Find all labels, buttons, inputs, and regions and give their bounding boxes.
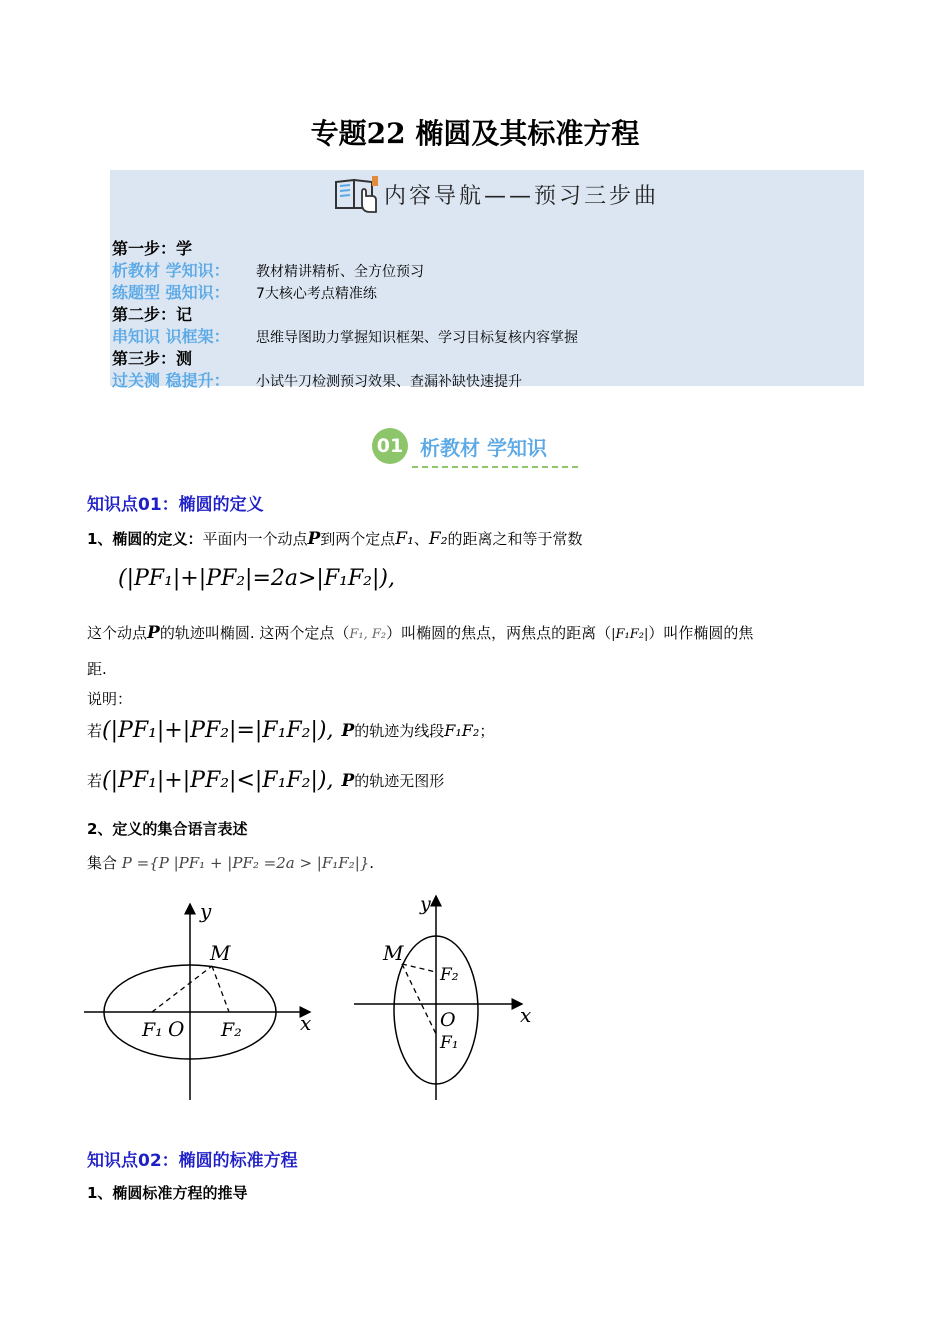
definition-text-b: 到两个定点 — [320, 530, 396, 548]
case-2-text: 的轨迹无图形 — [354, 772, 445, 790]
set-pre: 集合 — [87, 854, 118, 872]
trajectory-line — [87, 622, 753, 643]
set-language-title: 2、定义的集合语言表述 — [87, 820, 248, 838]
case-1-end: ； — [479, 722, 495, 740]
case-2 — [87, 768, 444, 793]
case-1-pre: 若 — [87, 722, 103, 740]
trajectory-text-a: 这个动点 — [87, 624, 148, 642]
point-p: P — [307, 529, 321, 549]
fig2-f1-label: F₁ — [440, 1033, 459, 1053]
fig1-y-label: y — [200, 899, 212, 923]
nav-row-2-text: 7大核心考点精准练 — [256, 286, 377, 302]
step-2: 第二步：记 — [112, 305, 193, 324]
case-1 — [87, 718, 494, 743]
page-title: 专题22 椭圆及其标准方程 — [310, 117, 640, 150]
nav-row-1-text: 教材精讲精析、全方位预习 — [256, 264, 424, 280]
fig2-x-label: x — [520, 1003, 532, 1027]
foci-pair: F₁, F₂ — [349, 627, 387, 642]
case-1-formula: (|PF₁|+|PF₂|=|F₁F₂|), — [102, 718, 334, 743]
line-mf2 — [402, 964, 436, 972]
knowledge-point-1-title: 知识点01：椭圆的定义 — [87, 495, 264, 515]
nav-row-3-label: 串知识 识框架： — [112, 327, 230, 346]
trajectory-line-2: 距. — [87, 660, 107, 678]
point-p-3: P — [341, 720, 355, 741]
nav-row-3-text: 思维导图助力掌握知识框架、学习目标复核内容掌握 — [256, 330, 578, 346]
figure-vertical-ellipse — [350, 888, 542, 1106]
definition-text-c: 的距离之和等于常数 — [447, 530, 583, 548]
fig1-m-label: M — [210, 941, 231, 965]
trajectory-text-b: 的轨迹叫椭圆. 这两个定点（ — [159, 624, 350, 642]
case-1-text: 的轨迹为线段 — [354, 722, 445, 740]
section-number: 01 — [372, 428, 408, 464]
foci-distance: |F₁F₂| — [611, 627, 649, 642]
fig1-x-label: x — [300, 1011, 312, 1035]
focus-f1: F₁ — [395, 529, 414, 549]
section-label: 析教材 学知识 — [420, 435, 547, 460]
knowledge-point-2-subtitle: 1、椭圆标准方程的推导 — [87, 1184, 248, 1202]
focus-f2: F₂ — [428, 529, 448, 549]
nav-row-2 — [112, 280, 377, 303]
point-p-4: P — [341, 770, 355, 791]
book-hand-icon — [332, 174, 380, 214]
nav-row-3 — [112, 324, 578, 347]
separator: 、 — [413, 530, 429, 548]
fig2-y-label: y — [420, 893, 431, 915]
fig1-o-label: O — [168, 1017, 185, 1041]
line-mf1 — [152, 966, 212, 1012]
set-formula: P ={P |PF₁ + |PF₂ =2a > |F₁F₂|} — [121, 854, 370, 872]
definition-formula: (|PF₁|+|PF₂|=2a>|F₁F₂|), — [118, 566, 395, 591]
set-language-line — [87, 852, 374, 873]
nav-row-1 — [112, 258, 424, 281]
nav-row-4-label: 过关测 稳提升： — [112, 371, 230, 390]
case-2-pre: 若 — [87, 772, 103, 790]
knowledge-point-2-title: 知识点02：椭圆的标准方程 — [87, 1151, 298, 1171]
trajectory-text-c: ）叫椭圆的焦点，两焦点的距离（ — [386, 624, 612, 642]
definition-label: 1、椭圆的定义： — [87, 530, 203, 548]
case-2-formula: (|PF₁|+|PF₂|<|F₁F₂|), — [102, 768, 334, 793]
nav-row-4-text: 小试牛刀检测预习效果、查漏补缺快速提升 — [256, 374, 522, 390]
fig2-o-label: O — [440, 1009, 456, 1031]
set-end: . — [369, 854, 375, 872]
fig1-f1-label: F₁ — [142, 1019, 163, 1041]
step-3: 第三步：测 — [112, 349, 193, 368]
line-mf2 — [212, 966, 229, 1012]
case-1-segment: F₁F₂ — [444, 721, 480, 740]
step-1: 第一步：学 — [112, 239, 193, 258]
trajectory-text-d: ）叫作椭圆的焦 — [648, 624, 754, 642]
fig2-f2-label: F₂ — [440, 965, 459, 985]
nav-row-2-label: 练题型 强知识： — [112, 283, 230, 302]
point-p-2: P — [147, 623, 160, 643]
definition-text-a: 平面内一个动点 — [202, 530, 308, 548]
fig1-f2-label: F₂ — [221, 1019, 242, 1041]
nav-heading: 内容导航——预习三步曲 — [384, 183, 660, 209]
definition-line — [87, 528, 583, 549]
nav-row-1-label: 析教材 学知识： — [112, 261, 230, 280]
nav-header — [332, 172, 659, 216]
fig2-m-label: M — [383, 941, 404, 965]
note-label: 说明： — [87, 690, 133, 708]
figure-horizontal-ellipse — [84, 894, 324, 1106]
nav-row-4 — [112, 368, 522, 391]
section-badge — [372, 428, 547, 464]
line-mf1 — [402, 964, 436, 1034]
section-underline — [412, 466, 578, 468]
